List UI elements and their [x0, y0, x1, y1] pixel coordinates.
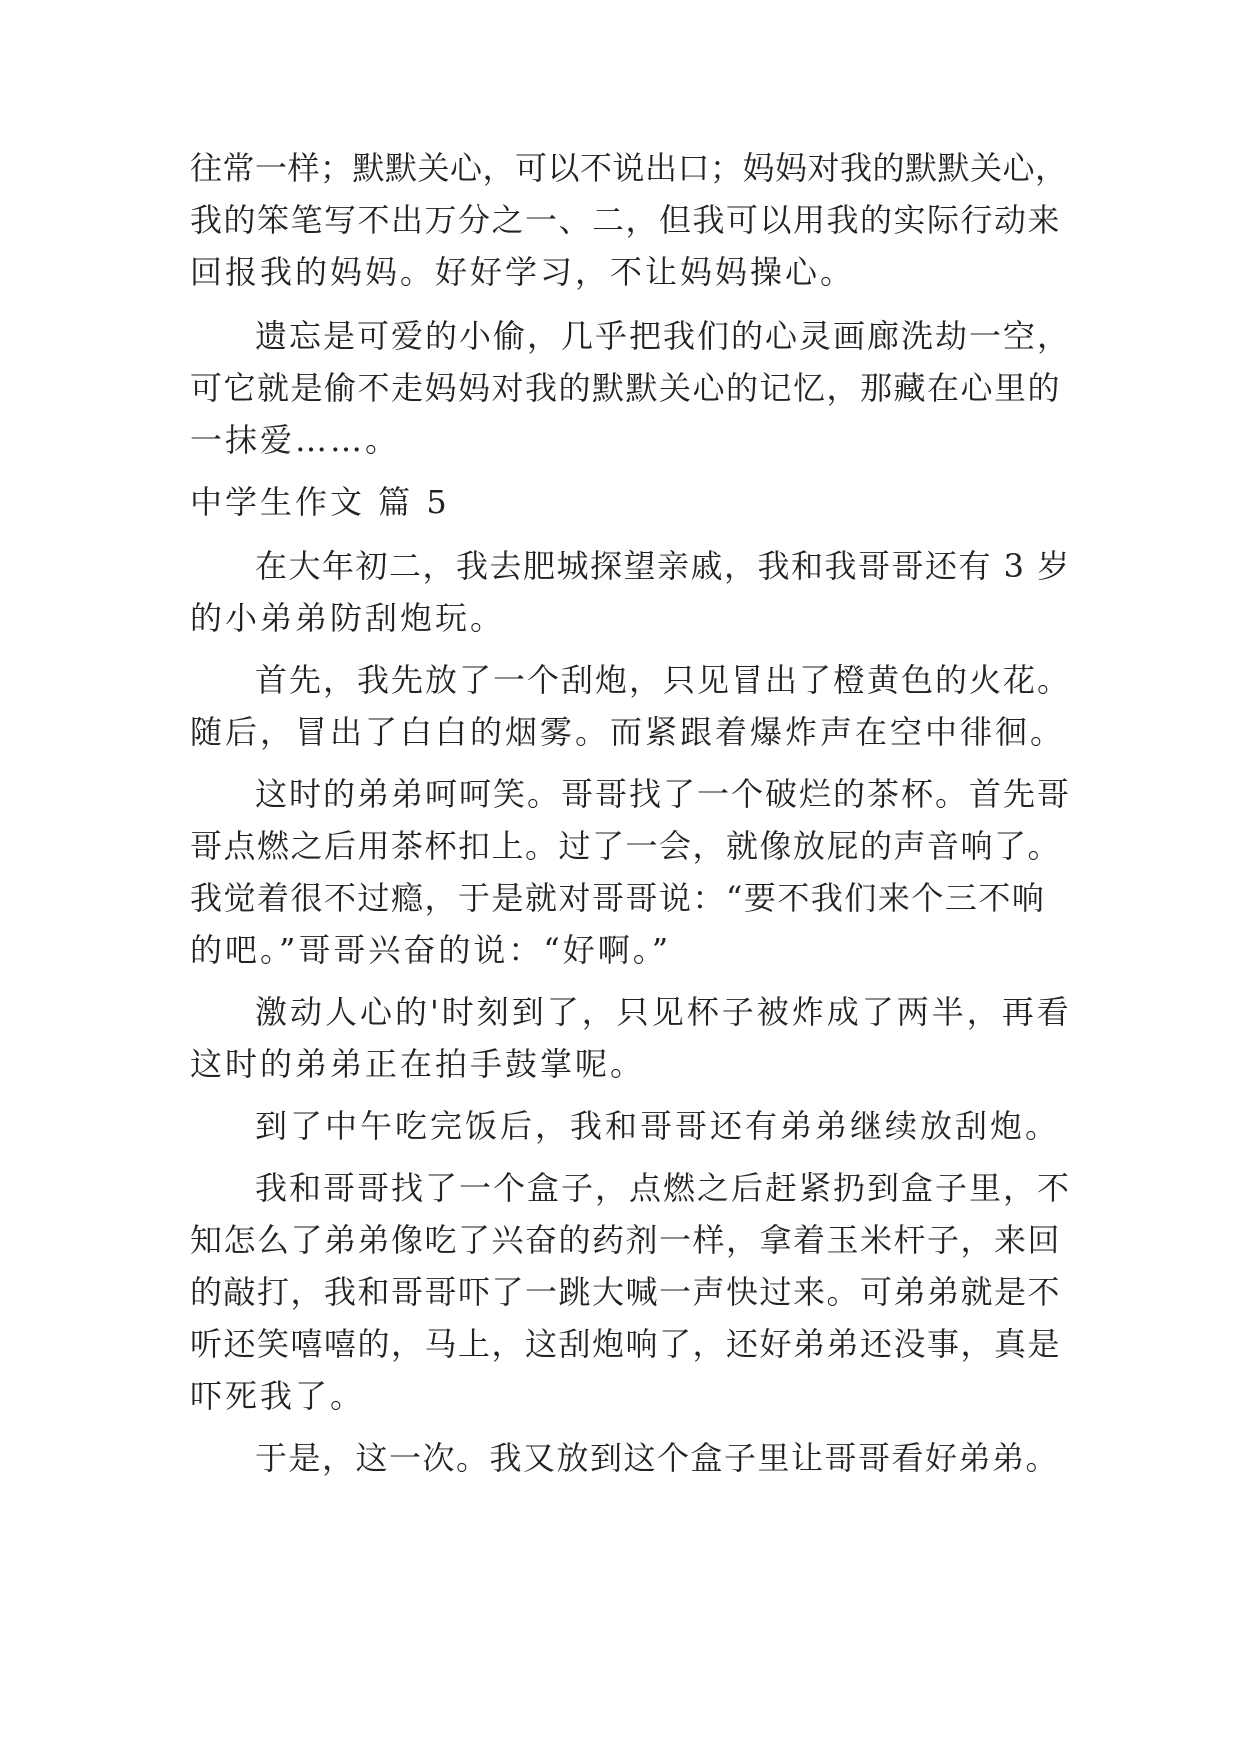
- text-line: 这时的弟弟正在拍手鼓掌呢。: [190, 1045, 646, 1083]
- text-line: 的敲打，我和哥哥吓了一跳大喊一声快过来。可弟弟就是不: [190, 1273, 1062, 1311]
- text-line: 吓死我了。: [190, 1377, 366, 1415]
- text-line: 随后，冒出了白白的烟雾。而紧跟着爆炸声在空中徘徊。: [190, 713, 1066, 751]
- paragraph-line: 首先，我先放了一个刮炮，只见冒出了橙黄色的火花。: [255, 661, 1072, 699]
- text-line: 我觉着很不过瘾，于是就对哥哥说：“要不我们来个三不响: [190, 879, 1046, 917]
- section-heading: 中学生作文 篇 5: [190, 483, 450, 521]
- paragraph-line: 我和哥哥找了一个盒子，点燃之后赶紧扔到盒子里，不: [255, 1169, 1072, 1207]
- paragraph-line: 遗忘是可爱的小偷，几乎把我们的心灵画廊洗劫一空，: [255, 317, 1072, 355]
- text-line: 一抹爱……。: [190, 421, 401, 459]
- text-line: 回报我的妈妈。好好学习，不让妈妈操心。: [190, 253, 856, 291]
- text-line: 可它就是偷不走妈妈对我的默默关心的记忆，那藏在心里的: [190, 369, 1062, 407]
- paragraph-line: 在大年初二，我去肥城探望亲戚，我和我哥哥还有 3 岁: [255, 547, 1071, 585]
- paragraph-line: 于是，这一次。我又放到这个盒子里让哥哥看好弟弟。: [255, 1439, 1060, 1477]
- paragraph-line: 激动人心的'时刻到了，只见杯子被炸成了两半，再看: [255, 993, 1072, 1031]
- text-line: 的小弟弟防刮炮玩。: [190, 599, 506, 637]
- paragraph-line: 到了中午吃完饭后，我和哥哥还有弟弟继续放刮炮。: [255, 1107, 1061, 1145]
- text-line: 的吧。”哥哥兴奋的说：“好啊。”: [190, 931, 672, 969]
- text-line: 听还笑嘻嘻的，马上，这刮炮响了，还好弟弟还没事，真是: [190, 1325, 1062, 1363]
- text-line: 哥点燃之后用茶杯扣上。过了一会，就像放屁的声音响了。: [190, 827, 1062, 865]
- text-line: 知怎么了弟弟像吃了兴奋的药剂一样，拿着玉米杆子，来回: [190, 1221, 1062, 1259]
- paragraph-line: 这时的弟弟呵呵笑。哥哥找了一个破烂的茶杯。首先哥: [255, 775, 1072, 813]
- text-line: 我的笨笔写不出万分之一、二，但我可以用我的实际行动来: [190, 201, 1062, 239]
- text-line: 往常一样；默默关心，可以不说出口；妈妈对我的默默关心，: [190, 149, 1068, 187]
